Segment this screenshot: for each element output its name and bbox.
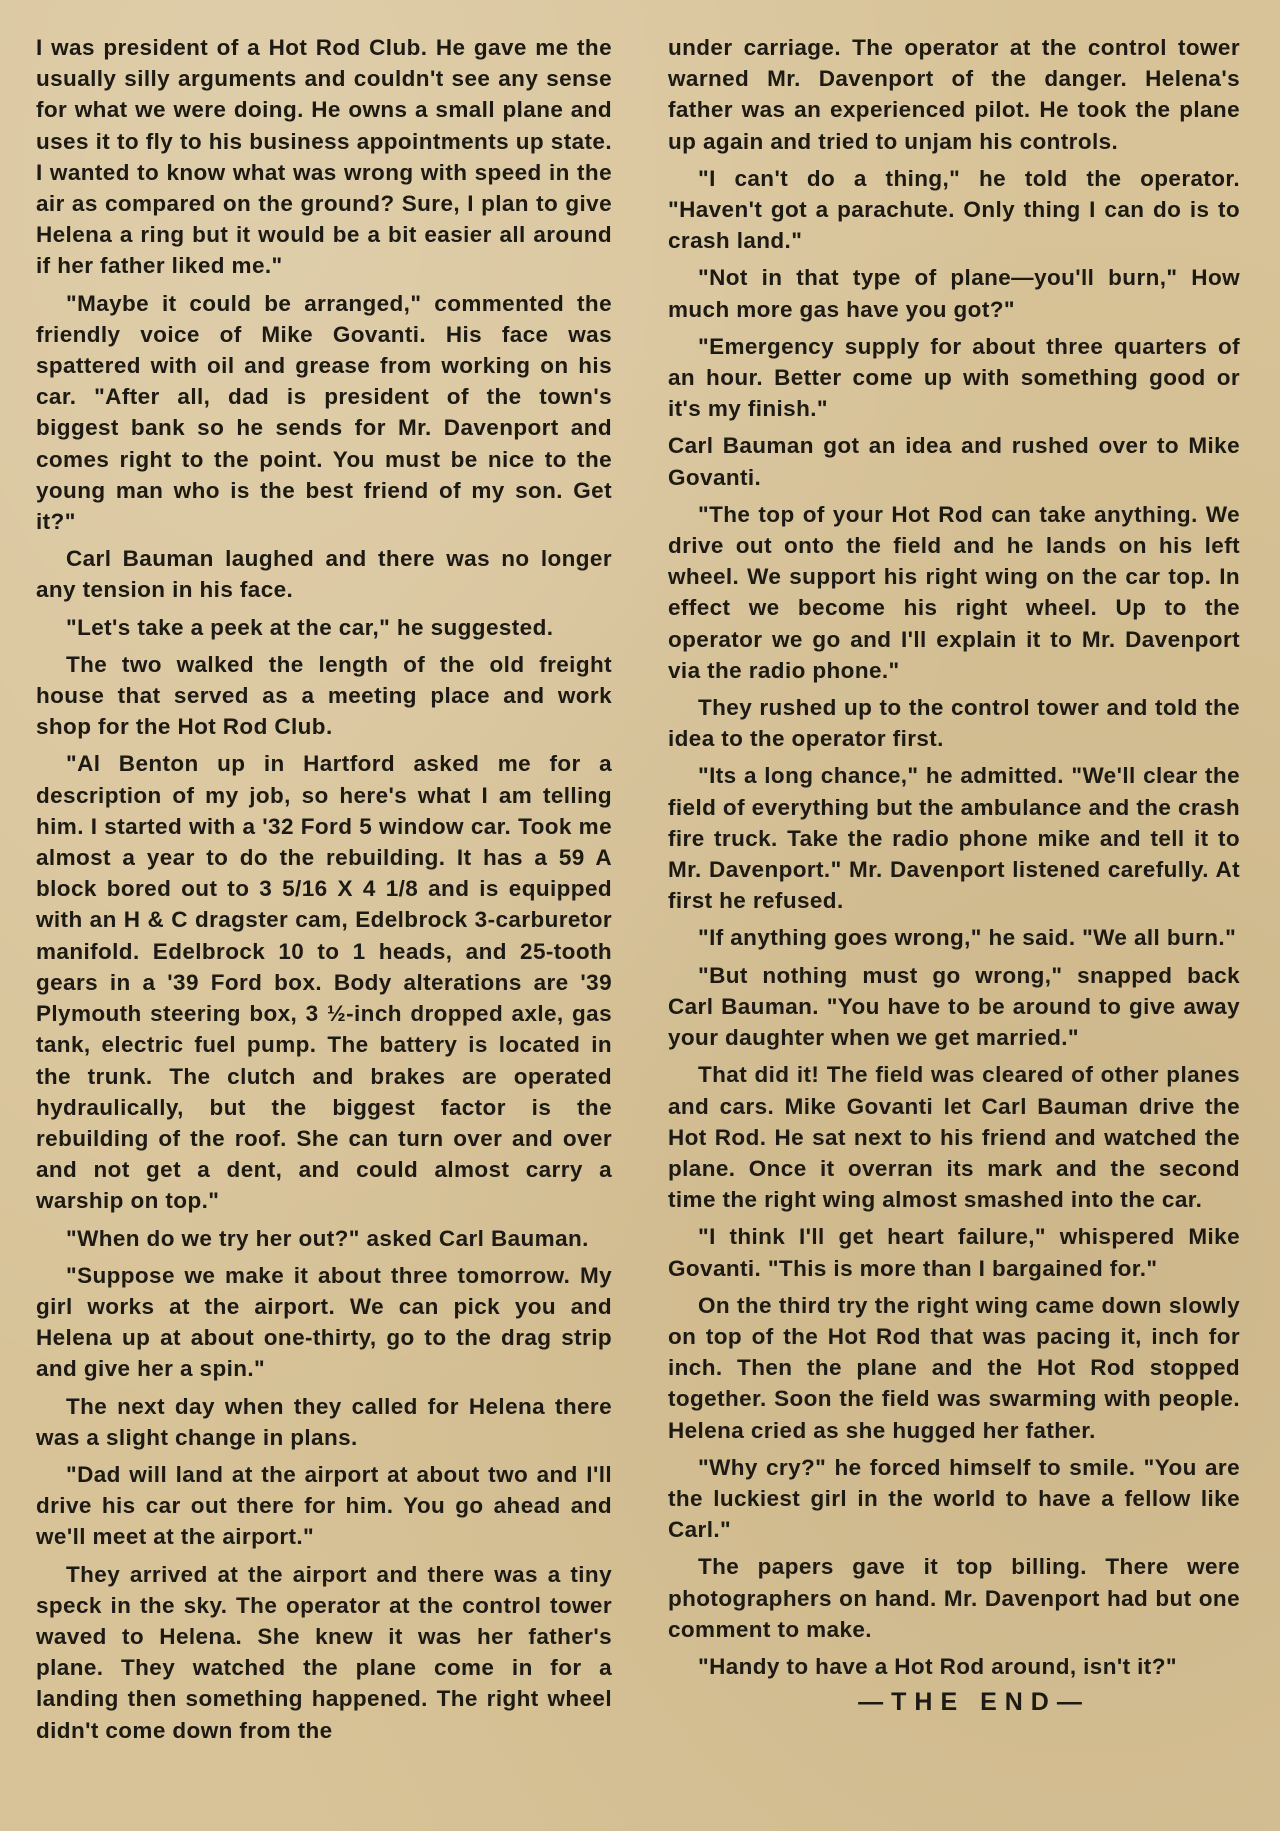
paragraph: "Dad will land at the airport at about two and I'll drive his car out there for him. You go ahead and we'll meet at the airport." — [36, 1461, 612, 1550]
paragraph: The two walked the length of the old freight house that served as a meeting place and work shop for the Hot Rod Club. — [36, 651, 612, 740]
right-column — [668, 32, 1246, 1746]
paragraph: "Let's take a peek at the car," he suggested. — [66, 614, 554, 640]
text-columns — [34, 32, 1246, 1746]
left-column — [34, 32, 612, 1746]
paragraph: "Maybe it could be arranged," commented the friendly voice of Mike Govanti. His face was spattered with oil and grease from working on his car. "After all, dad is president of the town's biggest bank so he sends for Mr. Davenport and comes right to the point. You must be nice to the young man who is the best friend of my son. Get it?" — [36, 290, 612, 535]
paragraph: "Al Benton up in Hartford asked me for a description of my job, so here's what I am telling him. I started with a '32 Ford 5 window car. Took me almost a year to do the rebuilding. It has a 59 A block bored out to 3 5/16 X 4 1/8 and is equipped with an H & C dragster cam, Edelbrock 3-carburetor manifold. Edelbrock 10 to 1 heads, and 25-tooth gears in a '39 Ford box. Body alterations are '39 Plymouth steering box, 3 ½-inch dropped axle, gas tank, electric fuel pump. The battery is located in the trunk. The clutch and brakes are operated hydraulically, but the biggest factor is the rebuilding of the roof. She can turn over and over and not get a dent, and could almost carry a warship on top." — [36, 751, 612, 1214]
the-end-mark: —THE END— — [858, 1688, 1090, 1717]
paragraph: "If anything goes wrong," he said. "We all burn." — [698, 925, 1237, 951]
paragraph: "When do we try her out?" asked Carl Bauman. — [66, 1225, 589, 1251]
paragraph: The papers gave it top billing. There were photographers on hand. Mr. Davenport had but one comment to make. — [668, 1554, 1240, 1642]
paragraph: "But nothing must go wrong," snapped back Carl Bauman. "You have to be around to give away your daughter when we get married." — [668, 962, 1240, 1051]
paragraph: They arrived at the airport and there was a tiny speck in the sky. The operator at the control tower waved to Helena. She knew it was her father's plane. They watched the plane come in for a landing then something happened. The right wheel didn't come down from the — [36, 1561, 612, 1743]
paragraph: "I can't do a thing," he told the operator. "Haven't got a parachute. Only thing I can do is to crash land." — [668, 165, 1240, 254]
paragraph: Carl Bauman laughed and there was no longer any tension in his face. — [36, 546, 612, 603]
paragraph: On the third try the right wing came down slowly on top of the Hot Rod that was pacing it, inch for inch. Then the plane and the Hot Rod stopped together. Soon the field was swarming with people. Helena cried as she hugged her father. — [668, 1292, 1240, 1443]
paragraph: That did it! The field was cleared of other planes and cars. Mike Govanti let Carl Bauman drive the Hot Rod. He sat next to his friend and watched the plane. Once it overran its mark and the second time the right wing almost smashed into the car. — [668, 1062, 1240, 1213]
paragraph: under carriage. The operator at the control tower warned Mr. Davenport of the danger. Helena's father was an experienced pilot. He took the plane up again and tried to unjam his controls. — [668, 35, 1240, 154]
paragraph: "Why cry?" he forced himself to smile. "You are the luckiest girl in the world to have a fellow like Carl." — [668, 1454, 1240, 1543]
paragraph: Carl Bauman got an idea and rushed over to Mike Govanti. — [668, 433, 1240, 490]
paragraph: They rushed up to the control tower and told the idea to the operator first. — [668, 695, 1240, 752]
paragraph: The next day when they called for Helena there was a slight change in plans. — [36, 1393, 612, 1450]
paragraph: "Handy to have a Hot Rod around, isn't it?" — [698, 1653, 1177, 1679]
paragraph: "I think I'll get heart failure," whispered Mike Govanti. "This is more than I bargained for." — [668, 1224, 1240, 1281]
paragraph: "Not in that type of plane—you'll burn," How much more gas have you got?" — [668, 265, 1240, 322]
paragraph: I was president of a Hot Rod Club. He gave me the usually silly arguments and couldn't see any sense for what we were doing. He owns a small plane and uses it to fly to his business appointments up state. I wanted to know what was wrong with speed in the air as compared on the ground? Sure, I plan to give Helena a ring but it would be a bit easier all around if her father liked me." — [36, 35, 612, 279]
paragraph: "The top of your Hot Rod can take anything. We drive out onto the field and he lands on his left wheel. We support his right wing on the car top. In effect we become his right wheel. Up to the operator we go and I'll explain it to Mr. Davenport via the radio phone." — [668, 501, 1240, 683]
paragraph: "Suppose we make it about three tomorrow. My girl works at the airport. We can pick you and Helena up at about one-thirty, go to the drag strip and give her a spin." — [36, 1262, 612, 1382]
paragraph: "Its a long chance," he admitted. "We'll clear the field of everything but the ambulance and the crash fire truck. Take the radio phone mike and tell it to Mr. Davenport." Mr. Davenport listened carefully. At first he refused. — [668, 763, 1240, 914]
paragraph: "Emergency supply for about three quarters of an hour. Better come up with something good or it's my finish." — [668, 333, 1240, 422]
